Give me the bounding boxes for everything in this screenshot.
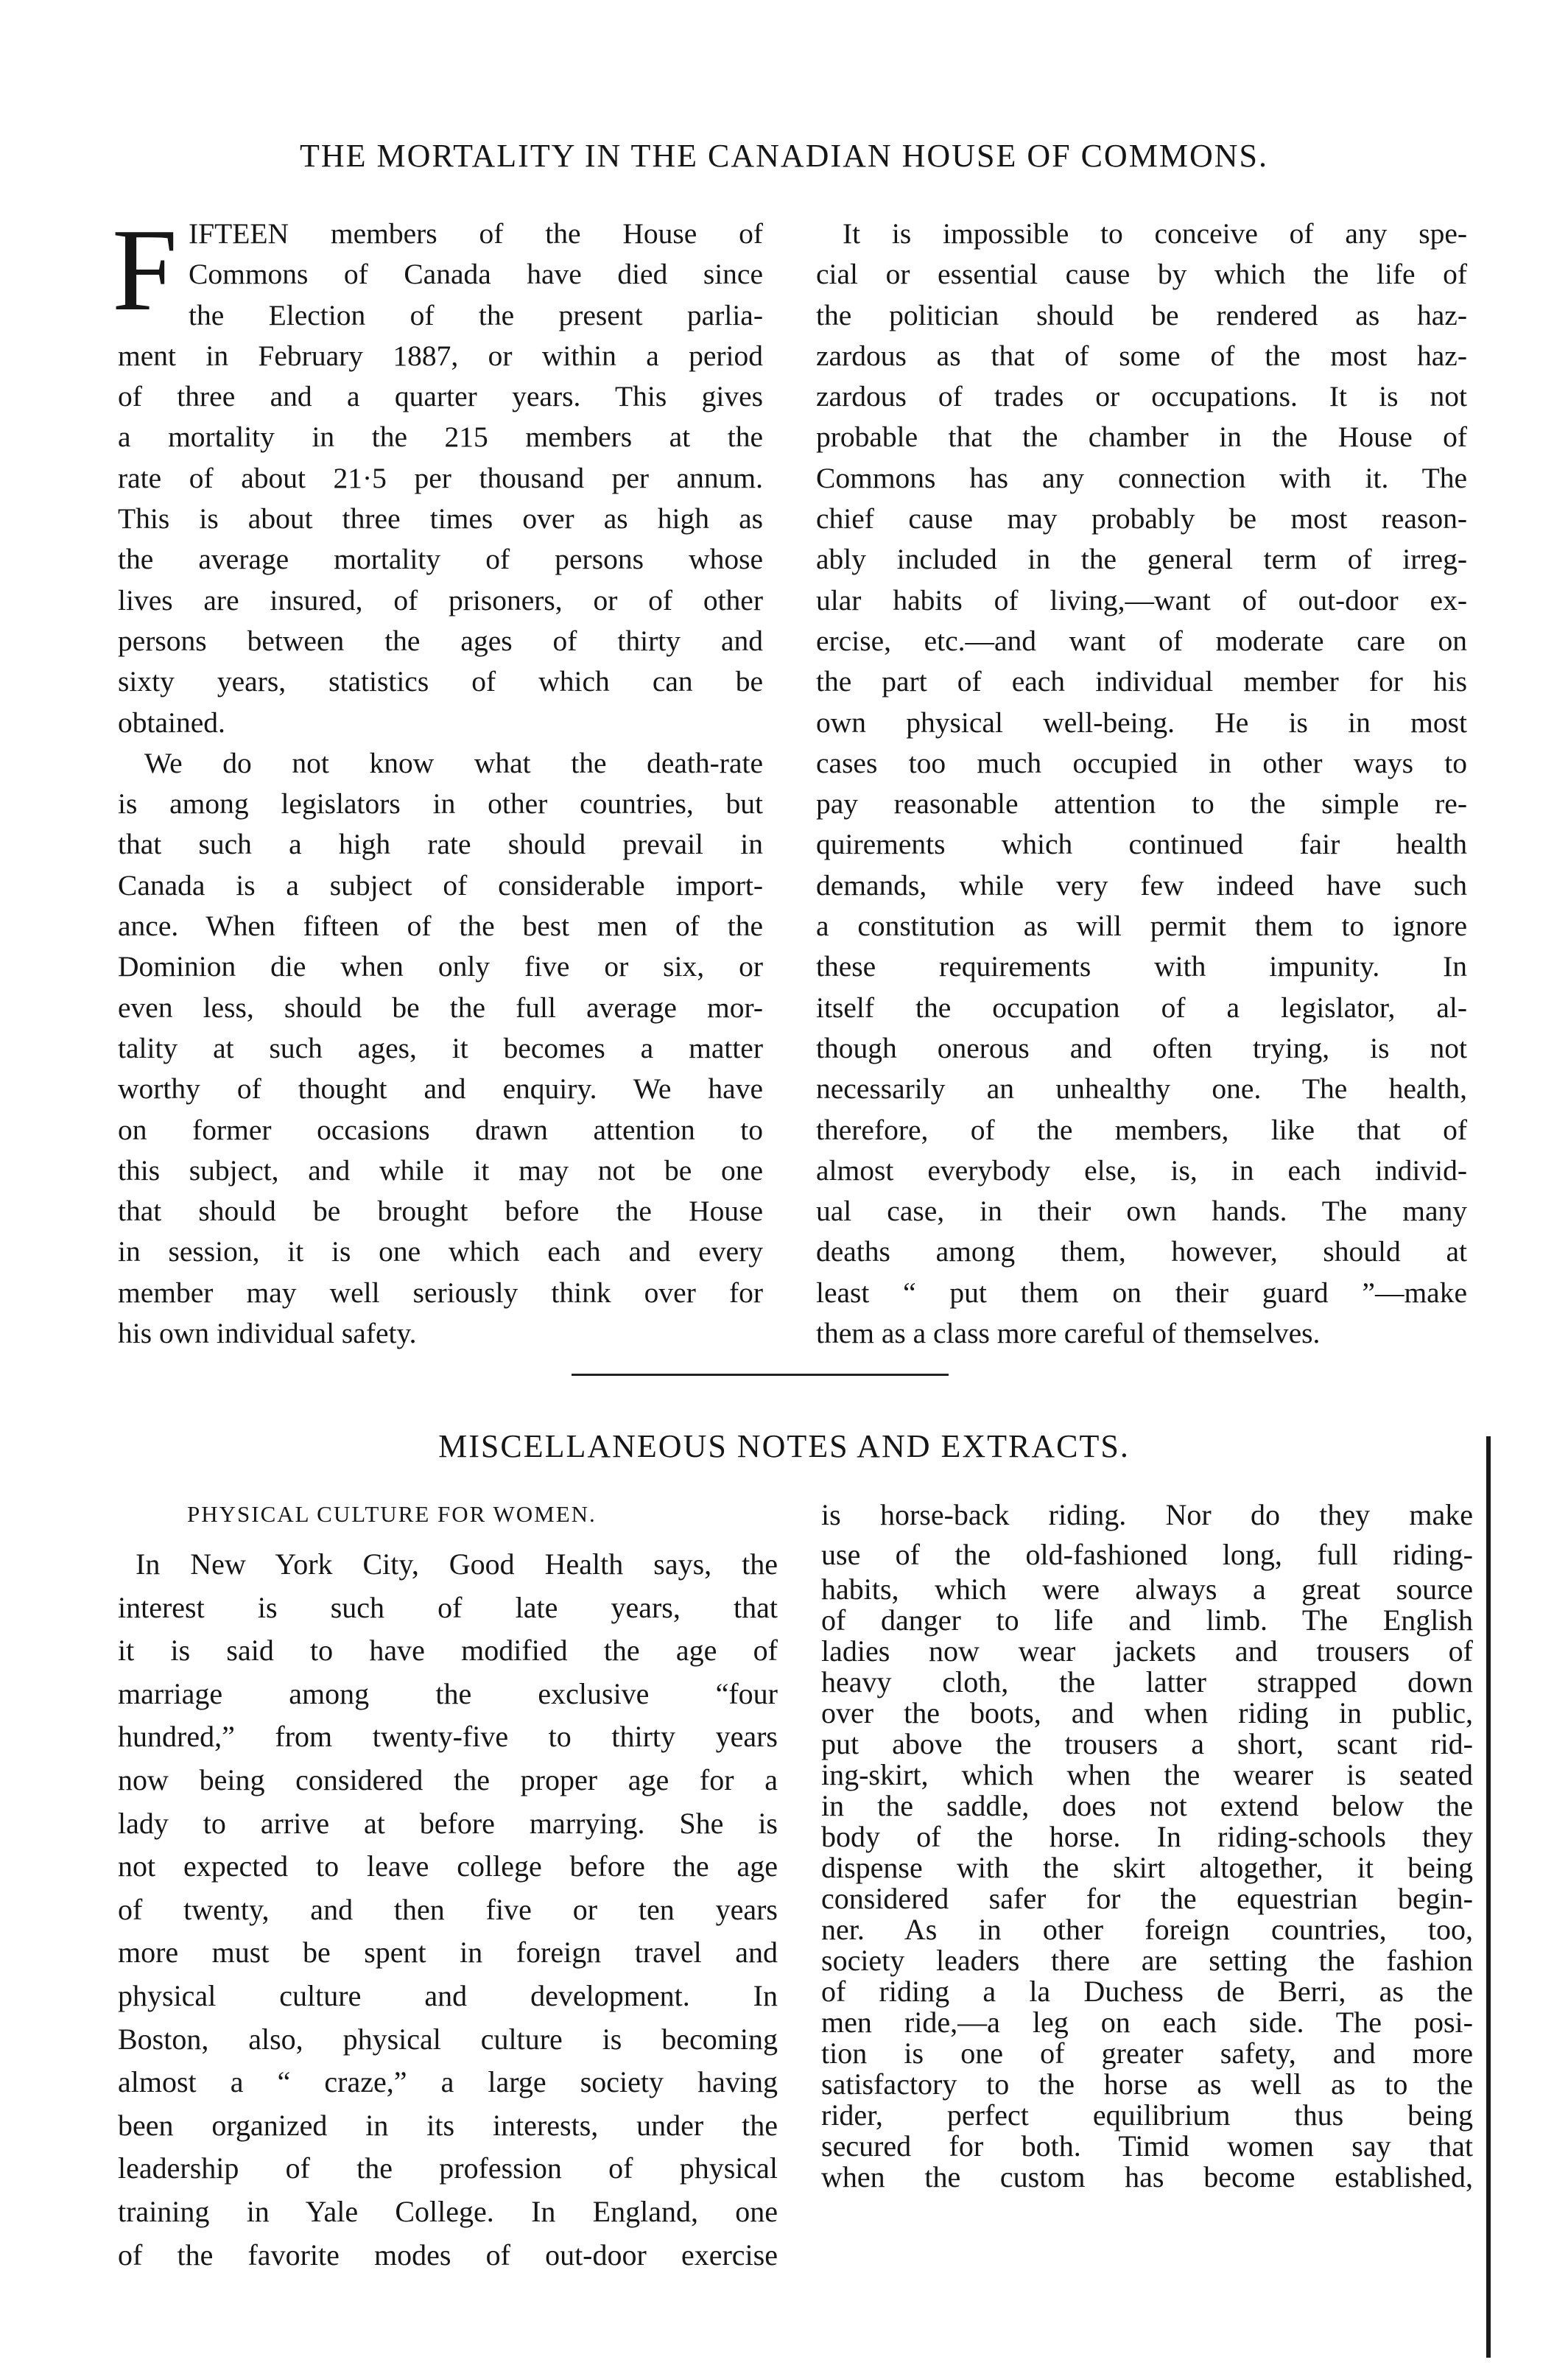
text-line: ercise, etc.—and want of moderate care on (816, 624, 1467, 657)
text-line: them as a class more careful of themselves. (816, 1317, 1321, 1350)
text-line: cases too much occupied in other ways to (816, 746, 1467, 779)
text-line: considered safer for the equestrian begin- (821, 1882, 1473, 1916)
text-line: In New York City, Good Health says, the (136, 1547, 778, 1581)
text-line: obtained. (118, 706, 225, 739)
text-line: this subject, and while it may not be one (118, 1153, 763, 1187)
text-line: a mortality in the 215 members at the (118, 421, 763, 454)
text-line: Commons has any connection with it. The (816, 461, 1467, 494)
text-line: society leaders there are setting the fashion (821, 1944, 1473, 1978)
text-line: almost a “ craze,” a large society having (118, 2065, 778, 2099)
text-line: of the favorite modes of out-door exercise (118, 2238, 778, 2272)
text-line: ladies now wear jackets and trousers of (821, 1634, 1473, 1668)
text-line: Boston, also, physical culture is becoming (118, 2022, 778, 2056)
text-line: almost everybody else, is, in each individ- (816, 1153, 1467, 1187)
text-line: pay reasonable attention to the simple re- (816, 787, 1467, 821)
text-line: use of the old-fashioned long, full riding- (821, 1537, 1473, 1571)
text-line: ment in February 1887, or within a period (118, 339, 763, 372)
text-line: marriage among the exclusive “four (118, 1676, 778, 1710)
text-line: quirements which continued fair health (816, 828, 1467, 861)
text-line: cial or essential cause by which the life of (816, 258, 1467, 291)
text-line: We do not know what the death-rate (144, 746, 763, 779)
text-line: least “ put them on their guard ”—make (816, 1276, 1467, 1309)
text-line: is horse-back riding. Nor do they make (821, 1498, 1473, 1531)
text-line: ably included in the general term of irreg- (816, 543, 1467, 576)
text-line: his own individual safety. (118, 1317, 417, 1350)
text-line: when the custom has become established, (821, 2160, 1473, 2194)
text-line: body of the horse. In riding-schools they (821, 1820, 1473, 1854)
text-line: the average mortality of persons whose (118, 543, 763, 576)
text-line: now being considered the proper age for a (118, 1763, 778, 1796)
drop-cap: F (112, 204, 177, 335)
text-line: of riding a la Duchess de Berri, as the (821, 1975, 1473, 2009)
text-line: that such a high rate should prevail in (118, 828, 763, 861)
text-line: over the boots, and when riding in public, (821, 1696, 1473, 1730)
text-line: zardous of trades or occupations. It is not (816, 380, 1467, 413)
text-line: men ride,—a leg on each side. The posi- (821, 2006, 1473, 2039)
section-title: MISCELLANEOUS NOTES AND EXTRACTS. (438, 1428, 1130, 1464)
text-line: therefore, of the members, like that of (816, 1113, 1467, 1146)
text-line: tion is one of greater safety, and more (821, 2037, 1473, 2070)
text-line: these requirements with impunity. In (816, 950, 1467, 983)
text-line: deaths among them, however, should at (816, 1235, 1467, 1268)
text-line: member may well seriously think over for (118, 1276, 763, 1309)
text-line: it is said to have modified the age of (118, 1634, 778, 1668)
text-line: hundred,” from twenty-five to thirty years (118, 1720, 778, 1754)
text-line: the politician should be rendered as haz- (816, 298, 1467, 331)
text-line: persons between the ages of thirty and (118, 624, 763, 657)
text-line: dispense with the skirt altogether, it being (821, 1851, 1473, 1885)
text-line: lady to arrive at before marrying. She is (118, 1806, 778, 1840)
text-line: ner. As in other foreign countries, too, (821, 1913, 1473, 1947)
text-line: on former occasions drawn attention to (118, 1113, 763, 1146)
text-line: It is impossible to conceive of any spe- (843, 217, 1467, 250)
text-line: ance. When fifteen of the best men of the (118, 910, 763, 943)
text-line: though onerous and often trying, is not (816, 1031, 1467, 1064)
text-line: probable that the chamber in the House of (816, 421, 1467, 454)
text-line: itself the occupation of a legislator, al- (816, 991, 1467, 1024)
text-line: satisfactory to the horse as well as to the (821, 2067, 1473, 2101)
text-line: own physical well-being. He is in most (816, 706, 1467, 739)
text-line: of danger to life and limb. The English (821, 1603, 1473, 1637)
page-edge-bar (1486, 1436, 1491, 2358)
text-line: heavy cloth, the latter strapped down (821, 1665, 1473, 1699)
notes-left-column (118, 1543, 778, 2277)
text-line: that should be brought before the House (118, 1195, 763, 1228)
text-line: a constitution as will permit them to ignore (816, 910, 1467, 943)
text-line: IFTEEN members of the House of (189, 217, 763, 250)
text-line: the Election of the present parlia- (189, 298, 763, 331)
text-line: zardous as that of some of the most haz- (816, 339, 1467, 372)
text-line: not expected to leave college before the age (118, 1849, 778, 1883)
text-line: been organized in its interests, under the (118, 2108, 778, 2142)
text-line: worthy of thought and enquiry. We have (118, 1072, 763, 1106)
text-line: ular habits of living,—want of out-door ex- (816, 583, 1467, 616)
text-line: Canada is a subject of considerable import- (118, 868, 763, 902)
text-line: put above the trousers a short, scant rid- (821, 1727, 1473, 1761)
subheading: PHYSICAL CULTURE FOR WOMEN. (187, 1501, 597, 1527)
text-line: habits, which were always a great source (821, 1573, 1473, 1606)
notes-right-column (821, 1495, 1473, 2193)
text-line: chief cause may probably be most reason- (816, 502, 1467, 535)
text-line: necessarily an unhealthy one. The health, (816, 1072, 1467, 1106)
text-line: is among legislators in other countries, but (118, 787, 763, 821)
text-line: training in Yale College. In England, one (118, 2194, 778, 2228)
text-line: demands, while very few indeed have such (816, 868, 1467, 902)
text-line: leadership of the profession of physical (118, 2151, 778, 2185)
text-line: This is about three times over as high as (118, 502, 763, 535)
text-line: of twenty, and then five or ten years (118, 1892, 778, 1926)
text-line: more must be spent in foreign travel and (118, 1936, 778, 1970)
text-line: interest is such of late years, that (118, 1590, 778, 1624)
text-line: in session, it is one which each and every (118, 1235, 763, 1268)
text-line: physical culture and development. In (118, 1978, 778, 2012)
text-line: of three and a quarter years. This gives (118, 380, 763, 413)
text-line: Commons of Canada have died since (189, 258, 763, 291)
section-divider (572, 1374, 949, 1376)
text-line: ing-skirt, which when the wearer is seated (821, 1758, 1473, 1792)
article-left-column (118, 214, 763, 1354)
text-line: secured for both. Timid women say that (821, 2129, 1473, 2163)
text-line: even less, should be the full average mor- (118, 991, 763, 1024)
text-line: the part of each individual member for his (816, 665, 1467, 698)
article-title: THE MORTALITY IN THE CANADIAN HOUSE OF COMMONS. (300, 138, 1268, 174)
text-line: lives are insured, of prisoners, or of other (118, 583, 763, 616)
text-line: Dominion die when only five or six, or (118, 950, 763, 983)
text-line: rider, perfect equilibrium thus being (821, 2098, 1473, 2132)
text-line: tality at such ages, it becomes a matter (118, 1031, 763, 1064)
article-right-column (816, 214, 1467, 1354)
text-line: rate of about 21·5 per thousand per annum. (118, 461, 763, 494)
text-line: sixty years, statistics of which can be (118, 665, 763, 698)
text-line: in the saddle, does not extend below the (821, 1789, 1473, 1823)
text-line: ual case, in their own hands. The many (816, 1195, 1467, 1228)
